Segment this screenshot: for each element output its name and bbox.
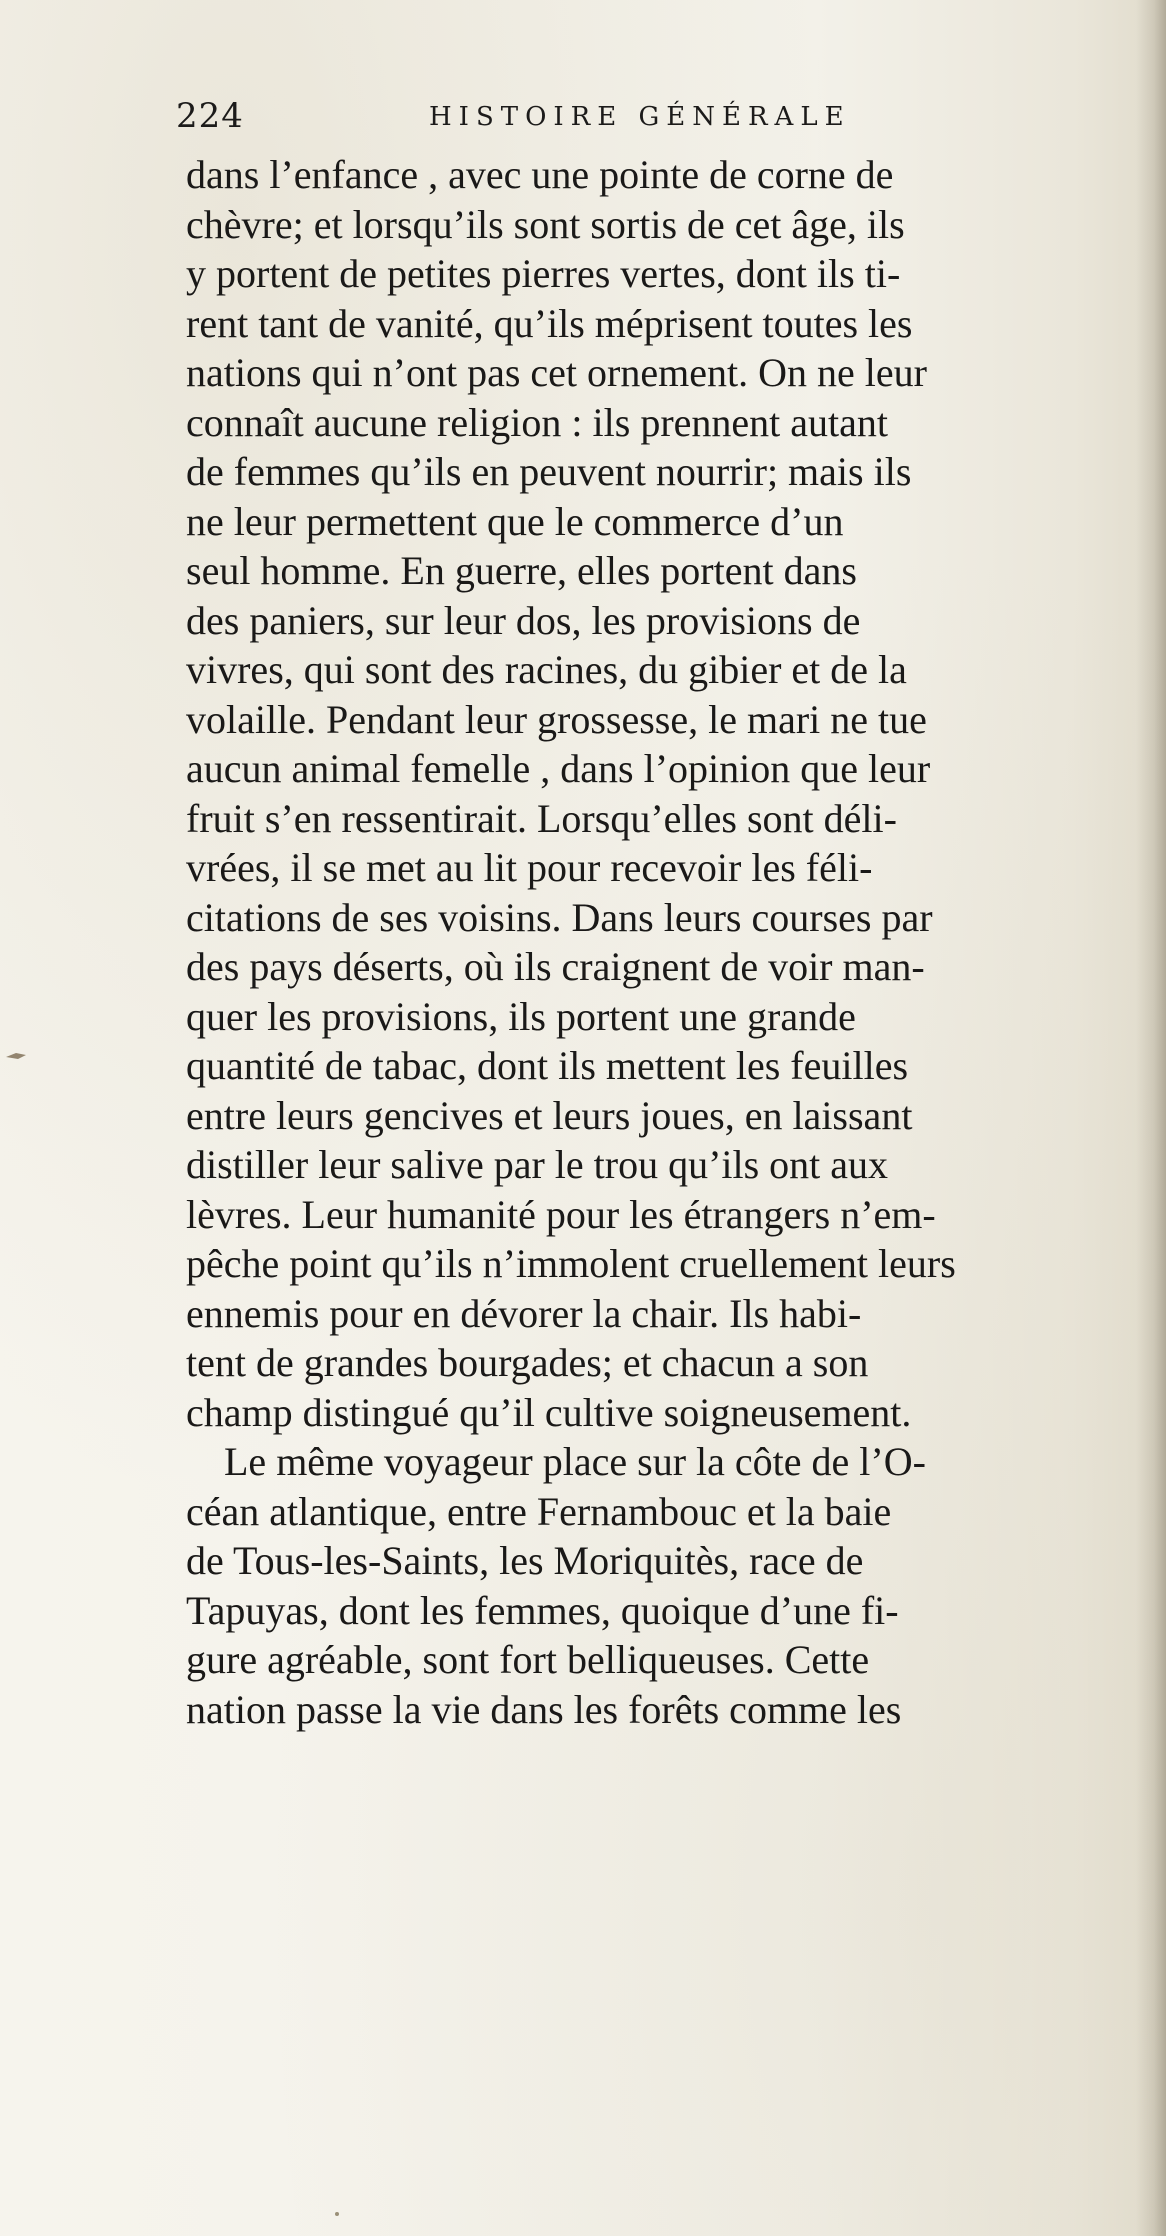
margin-ink-mark [4, 1048, 30, 1062]
text-line: champ distingué qu’il cultive soigneusement. [186, 1389, 912, 1435]
text-line: vivres, qui sont des racines, du gibier et de la [186, 647, 907, 692]
text-line: céan atlantique, entre Fernambouc et la baie [186, 1488, 892, 1534]
text-line: lèvres. Leur humanité pour les étrangers n’em- [186, 1191, 936, 1237]
text-line: Tapuyas, dont les femmes, quoique d’une fi- [186, 1587, 899, 1633]
text-line: fruit s’en ressentirait. Lorsqu’elles sont déli- [186, 795, 897, 841]
text-line: seul homme. En guerre, elles portent dans [186, 548, 857, 593]
text-line: gure agréable, sont fort belliqueuses. Cette [186, 1637, 870, 1682]
text-line: ennemis pour en dévorer la chair. Ils habi- [186, 1290, 862, 1336]
text-line: chèvre; et lorsqu’ils sont sortis de cet âge, ils [186, 201, 905, 247]
text-line: pêche point qu’ils n’immolent cruellement leurs [186, 1241, 956, 1286]
text-line: quantité de tabac, dont ils mettent les feuilles [186, 1043, 909, 1088]
text-line: aucun animal femelle , dans l’opinion que leur [186, 746, 931, 791]
text-line: nation passe la vie dans les forêts comme les [186, 1686, 902, 1732]
text-line: de femmes qu’ils en peuvent nourrir; mais ils [186, 449, 912, 494]
text-line: des paniers, sur leur dos, les provisions de [186, 597, 861, 643]
page-header [176, 96, 956, 142]
text-line: entre leurs gencives et leurs joues, en laissant [186, 1092, 913, 1138]
text-line: dans l’enfance , avec une pointe de corne de [186, 152, 894, 197]
text-line: nations qui n’ont pas cet ornement. On ne leur [186, 350, 927, 395]
running-title: HISTOIRE GÉNÉRALE [429, 102, 851, 132]
text-line: vrées, il se met au lit pour recevoir les féli- [186, 845, 873, 890]
text-line: connaît aucune religion : ils prennent autant [186, 399, 888, 445]
text-line: quer les provisions, ils portent une grande [186, 993, 856, 1039]
text-line: tent de grandes bourgades; et chacun a son [186, 1340, 869, 1385]
text-line: des pays déserts, où ils craignent de voir man- [186, 944, 925, 989]
text-line: y portent de petites pierres vertes, dont ils ti- [186, 251, 901, 296]
text-line: rent tant de vanité, qu’ils méprisent toutes les [186, 300, 913, 346]
text-line: ne leur permettent que le commerce d’un [186, 498, 844, 544]
page-number: 224 [176, 96, 244, 136]
bottom-ink-speck [334, 2206, 340, 2222]
text-line: de Tous-les-Saints, les Moriquitès, race de [186, 1538, 864, 1583]
body-text [186, 150, 1154, 1734]
text-line: distiller leur salive par le trou qu’ils ont aux [186, 1142, 889, 1187]
text-line: volaille. Pendant leur grossesse, le mari ne tue [186, 696, 927, 742]
text-line: citations de ses voisins. Dans leurs courses par [186, 894, 933, 940]
text-line-paragraph-start: Le même voyageur place sur la côte de l’O- [224, 1439, 926, 1484]
